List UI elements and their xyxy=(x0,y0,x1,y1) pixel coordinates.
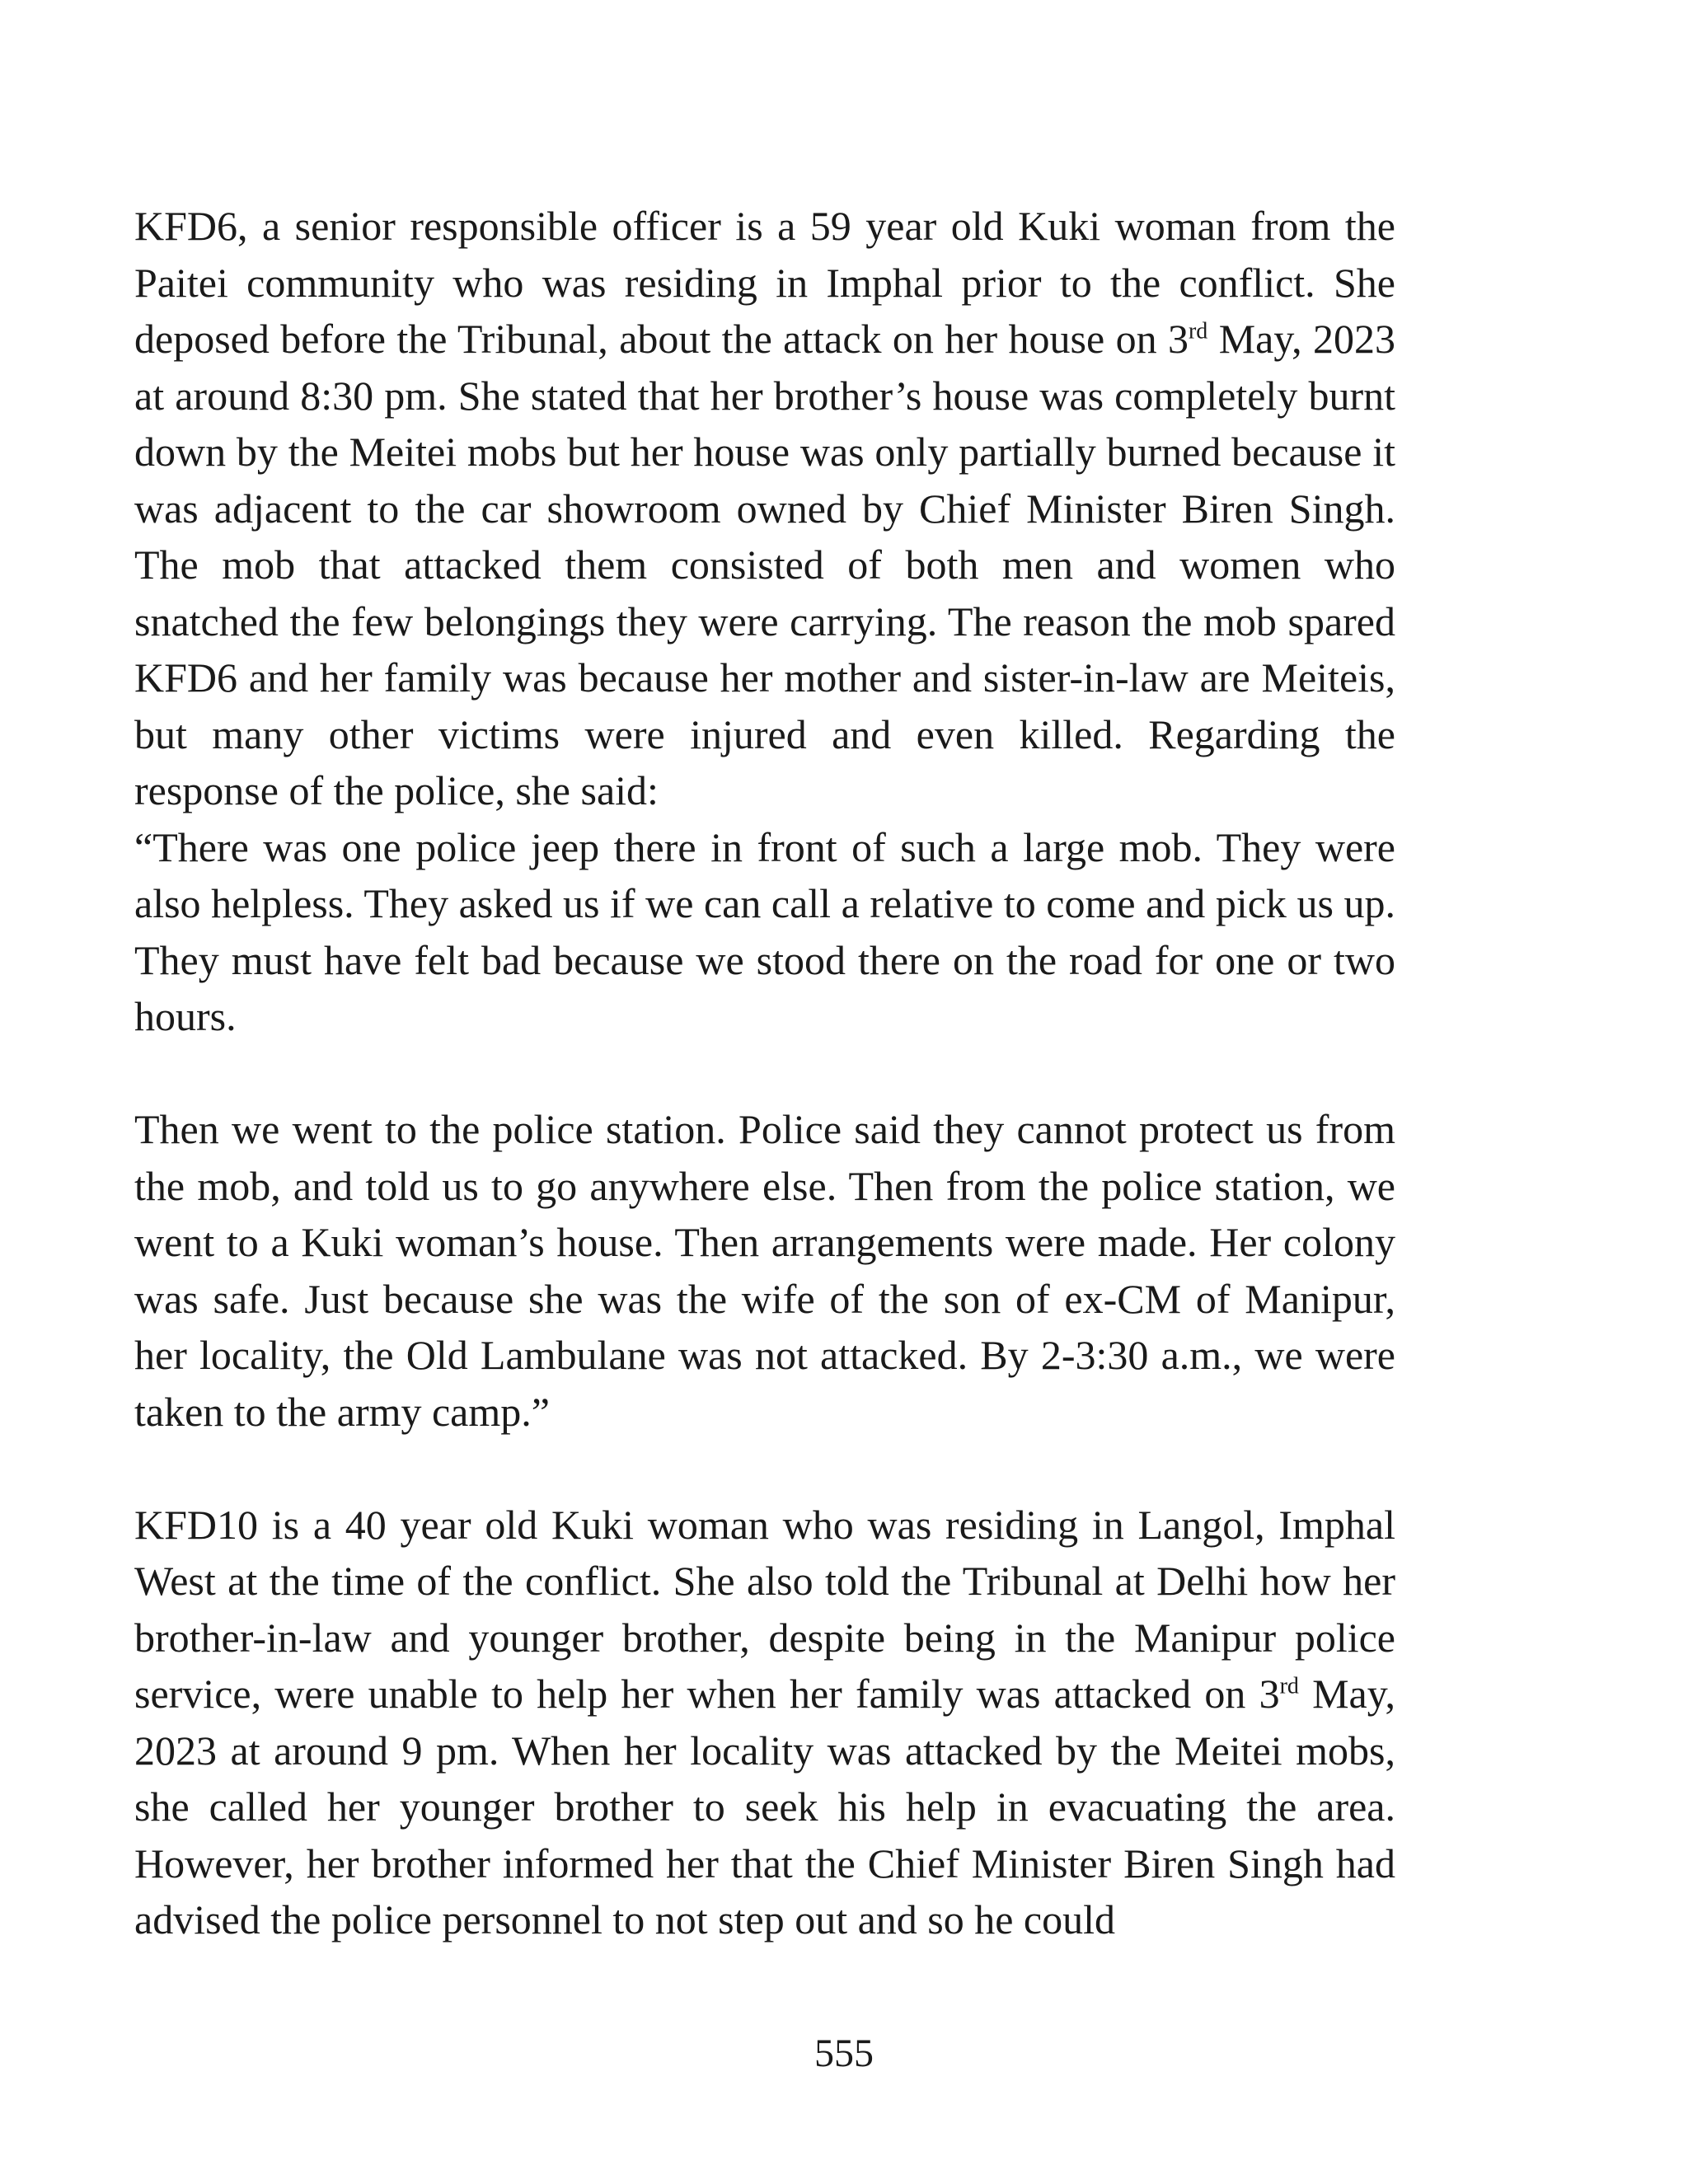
paragraph-text: KFD10 is a 40 year old Kuki woman who was residing in Langol, Imphal West at the time of the conflict. She also told the Tribunal at Delhi how her brother-in-law and younger brother, despite being in the Manipur police service, were unable to help her when her family was attacked on 3 xyxy=(134,1501,1395,1717)
ordinal-superscript: rd xyxy=(1188,318,1208,344)
paragraph-spacer xyxy=(134,1440,1395,1497)
paragraph-spacer xyxy=(134,1045,1395,1102)
paragraph-text: May, 2023 at around 8:30 pm. She stated that her brother’s house was completely burnt down by the Meitei mobs but her house was only partially burned because it was adjacent to the car showroom owned by Chief Minister Biren Singh. The mob that attacked them consisted of both men and women who snatched the few belongings they were carrying. The reason the mob spared KFD6 and her family was because her mother and sister-in-law are Meiteis, but many other victims were injured and even killed. Regarding the response of the police, she said: xyxy=(134,316,1396,813)
page-number: 555 xyxy=(814,2032,874,2075)
ordinal-superscript: rd xyxy=(1279,1673,1299,1699)
paragraph-text: KFD6, a senior responsible officer is a 59 year old Kuki woman from the Paitei community who was residing in Imphal prior to the conflict. She deposed before the Tribunal, about the attack on her house on 3 xyxy=(134,203,1395,362)
paragraph-kfd10-testimony xyxy=(134,1497,1395,1948)
paragraph-kfd6-testimony xyxy=(134,198,1395,819)
paragraph-text: May, 2023 at around 9 pm. When her locality was attacked by the Meitei mobs, she called her younger brother to seek his help in evacuating the area. However, her brother informed her that the Chief Minister Biren Singh had advised the police personnel to not step out and so he could xyxy=(134,1671,1395,1943)
page-body xyxy=(134,198,1395,1948)
paragraph-kfd6-quote-2: Then we went to the police station. Police said they cannot protect us from the mob, and told us to go anywhere else. Then from the police station, we went to a Kuki woman’s house. Then arrangements were made. Her colony was safe. Just because she was the wife of the son of ex-CM of Manipur, her locality, the Old Lambulane was not attacked. By 2-3:30 a.m., we were taken to the army camp.” xyxy=(134,1106,1395,1435)
paragraph-kfd6-quote-1: “There was one police jeep there in front of such a large mob. They were also helpless. They asked us if we can call a relative to come and pick us up. They must have felt bad because we stood there on the road for one or two hours. xyxy=(134,823,1395,1039)
